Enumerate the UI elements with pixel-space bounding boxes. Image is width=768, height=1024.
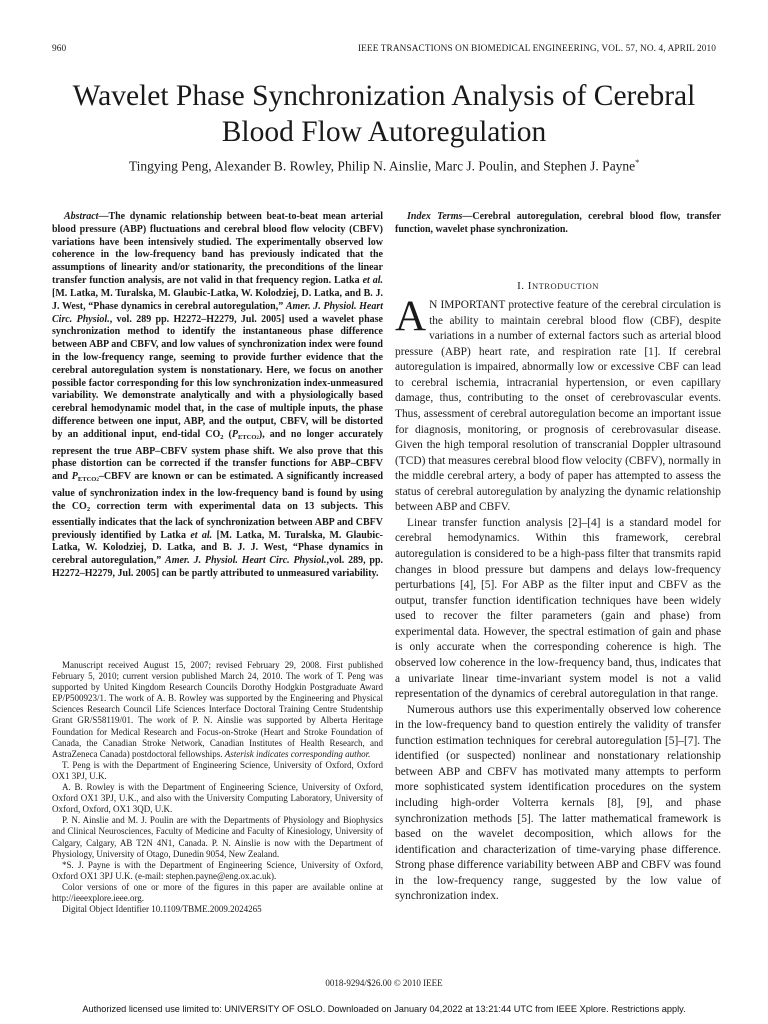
section-initial: I	[527, 280, 532, 292]
intro-lead-caps: N IMPORTANT	[429, 299, 506, 311]
footnote-rowley: A. B. Rowley is with the Department of Engineering Science, University of Oxford, Oxford OX1 3PJ, U.K., and also with the University Computing Laboratory, University of Oxford, Oxford, OX1 3QD, U.K.	[52, 782, 383, 815]
footnote-payne: *S. J. Payne is with the Department of Engineering Science, University of Oxford, Oxford OX1 3PJ U.K. (e-mail: stephen.payne@eng.ox.ac.uk).	[52, 859, 383, 881]
index-terms	[395, 211, 721, 237]
footnote-manuscript	[52, 660, 383, 760]
intro-paragraph-1-text: protective feature of the cerebral circulation is the ability to maintain cerebral blood flow (CBF), despite variations in a number of external factors such as arterial blood pressure (ABP) heart rate, and respiration rate [1]. If cerebral autoregulation is impaired, abnormally low or excessive CBF can lead to cerebral ischemia, intracranial hypertension, or even capillary damage, thus, contributing to the onset of cerebrovascular events. Thus, assessment of cerebral autoregulation become an important issue for diagnosis, monitoring, or prognosis of cerebrovasular disease. Given the high temporal resolution of transcranial Doppler ultrasound (TCD) that measures cerebral blood flow velocity (CBFV), normally in the middle cerebral artery, a body of paper has attempted to assess the status of cerebral autoregulation by analyzing the dynamic relationship between ABP and CBFV.	[395, 299, 721, 514]
index-terms-text: —Cerebral autoregulation, cerebral blood flow, transfer function, wavelet phase synchronization.	[395, 211, 721, 235]
section-number: I.	[517, 280, 528, 292]
abstract-label: Abstract	[64, 211, 99, 222]
abstract-journal-2: Amer. J. Physiol. Heart Circ. Physiol.	[165, 555, 327, 567]
abstract-sub-2b: 2	[86, 505, 91, 513]
intro-paragraph-3: Numerous authors use this experimentally observed low coherence in the low-frequency band to question entirely the validity of transfer function estimation techniques for cerebral autoregulation [5]–[7]. The identified (or suspected) nonlinear and nonstationary relationship between ABP and CBFV has motivated many attempts to perform more sophisticated system identification procedures on the system including high-order Volterra kernals [8], [9], and phase synchronization methods [5]. The latter mathematical framework is based on the wavelet decomposition, which allows for the identification and characterization of time-varying phase difference. Strong phase difference variability between ABP and CBFV was found in the low-frequency range, suggested by the low value of synchronization index.	[395, 703, 721, 903]
section-title-rest: NTRODUCTION	[531, 281, 599, 291]
abstract-text-3: , vol. 289 pp. H2272–H2279, Jul. 2005] used a wavelet phase synchronization method to identify the instantaneous phase difference between ABP and CBFV, and low values of synchronization index were found in the low-frequency range, seeming to provide further evidence that the cerebral autoregulation system is nonstationary. Here, we focus on another possible factor corresponding for this low synchronization index-unmeasured variability. We demonstrate analytically and with a physiologically based cerebral hemodynamic model that, in the case of multiple inputs, the phase difference between one input, ABP, and the output, CBFV, will be distorted by an additional input, end-tidal CO	[52, 313, 383, 440]
introduction-body	[395, 293, 721, 905]
license-notice: Authorized licensed use limited to: UNIVERSITY OF OSLO. Downloaded on January 04,2022 at 13:21:44 UTC from IEEE Xplore. Restrictions apply.	[82, 1004, 686, 1014]
abstract-text-1: —The dynamic relationship between beat-to-beat mean arterial blood pressure (ABP) fluctuations and cerebral blood flow velocity (CBFV) variations have been intensively studied. The experimentally observed low coherence in the low-frequency band has previously indicated that the assumptions of linearity and/or stationarity, the preconditions of the linear transfer function analysis, are not valid in that frequency region. Latka	[52, 211, 383, 287]
corresponding-author-mark: *	[635, 158, 640, 167]
footnote-doi: Digital Object Identifier 10.1109/TBME.2009.2024265	[62, 904, 262, 915]
section-heading-introduction	[395, 280, 721, 292]
abstract-p-symbol-1: P	[231, 428, 238, 440]
index-terms-label: Index Terms	[407, 211, 463, 222]
journal-header: IEEE TRANSACTIONS ON BIOMEDICAL ENGINEERING, VOL. 57, NO. 4, APRIL 2010	[357, 44, 716, 54]
footnote-corresponding-note: Asterisk indicates corresponding author.	[224, 748, 371, 759]
abstract-p-sub-1: ETCO	[237, 433, 257, 441]
abstract-sub-2a: 2	[220, 433, 224, 441]
page-number: 960	[52, 44, 67, 54]
abstract-et-al-1: et al.	[362, 275, 384, 287]
paper-title: Wavelet Phase Synchronization Analysis of Cerebral Blood Flow Autoregulation	[72, 80, 696, 148]
intro-paragraph-2: Linear transfer function analysis [2]–[4] is a standard model for cerebral hemodynamics. Within this framework, cerebral autoregulation is considered to be a high-pass filter that transmits rapid changes in blood pressure but dampens and delays low-frequency perturbations [4], [5]. For ABP as the filter input and CBFV as the output, transfer function identification techniques have been widely used to recover the filter parameters (gain and phase) from experimental data. However, the spectral estimation of gain and phase is only accurate when the corresponding coherence is high. The observed low coherence in the low-frequency band, thus, indicates that a univariate linear time-invariant system model is not a valid representation of the dynamics of cerebral autoregulation in that range.	[395, 516, 721, 701]
footnote-manuscript-text: Manuscript received August 15, 2007; revised February 29, 2008. First published February 5, 2010; current version published March 24, 2010. The work of T. Peng was supported by United Kingdom Research Councils Dorothy Hodgkin Postgraduate Award EP/P500923/1. The work of A. B. Rowley was supported by the Engineering and Physical Sciences Research Council Life Sciences Interface Doctoral Training Centre Studentship Grant GR/S58119/01. The work of P. N. Ainslie was supported by Alberta Heritage Foundation for Medical Research and Focus-on-Stroke (Heart and Stroke Foundation of Canada, the Canadian Stroke Network, Canadian Institutes of Health Research, and AstraZeneca Canada) postdoctoral fellowships.	[52, 660, 383, 759]
abstract-et-al-2: et al.	[190, 529, 213, 541]
abstract-text-5: ), and no longer accurately represent the true ABP–CBFV system phase shift. We also prove that this phase distortion can be corrected if the transfer functions for ABP–CBFV and	[52, 428, 383, 483]
abstract-p-symbol-2: P	[71, 471, 78, 483]
footnote-ainslie-poulin: P. N. Ainslie and M. J. Poulin are with the Departments of Physiology and Biophysics and Clinical Neurosciences, Faculty of Medicine and Faculty of Kinesiology, University of Calgary, Calgary, AB T2N 4N1, Canada. P. N. Ainslie is now with the Department of Physiology, University of Otago, Dunedin 9054, New Zealand.	[52, 815, 383, 859]
abstract-p-sub-2: ETCO	[77, 476, 97, 484]
footnote-color-versions: Color versions of one or more of the figures in this paper are available online at http://ieeexplore.ieee.org.	[52, 881, 383, 903]
intro-paragraph-1	[395, 293, 721, 516]
footnote-peng: T. Peng is with the Department of Engineering Science, University of Oxford, Oxford OX1 3PJ, U.K.	[52, 759, 383, 781]
abstract-p-sub2-2: 2	[96, 478, 99, 484]
abstract-text-2: [M. Latka, M. Turalska, M. Glaubic-Latka, W. Kolodziej, D. Latka, and B. J. J. West, “Phase dynamics in cerebral autoregulation,”	[52, 287, 383, 312]
abstract	[52, 211, 383, 581]
issn-copyright: 0018-9294/$26.00 © 2010 IEEE	[325, 978, 443, 988]
abstract-text-4: (	[223, 428, 232, 440]
abstract-text-8: [M. Latka, M. Turalska, M. Glaubic-Latka, W. Kolodziej, D. Latka, and B. J. J. West, “Phase dynamics in cerebral autoregulation,”	[52, 529, 383, 567]
drop-cap: A	[395, 293, 427, 340]
abstract-text-9: ,vol. 289, pp. H2272–H2279, Jul. 2005] can be partly attributed to unmeasured variability.	[52, 555, 384, 579]
abstract-text-6: –CBFV are known or can be estimated. A significantly increased value of synchronization index in the low-frequency band is found by using the CO	[52, 471, 384, 512]
author-list	[40, 158, 728, 175]
abstract-journal-1: Amer. J. Physiol. Heart Circ. Physiol.	[52, 300, 384, 325]
abstract-p-sub2-1: 2	[256, 435, 259, 441]
author-names: Tingying Peng, Alexander B. Rowley, Philip N. Ainslie, Marc J. Poulin, and Stephen J. Payne	[128, 158, 636, 174]
abstract-text-7: correction term with experimental data on 13 subjects. This essentially indicates that the lack of synchronization between ABP and CBFV previously identified by Latka	[52, 500, 383, 541]
footnotes	[52, 660, 383, 915]
